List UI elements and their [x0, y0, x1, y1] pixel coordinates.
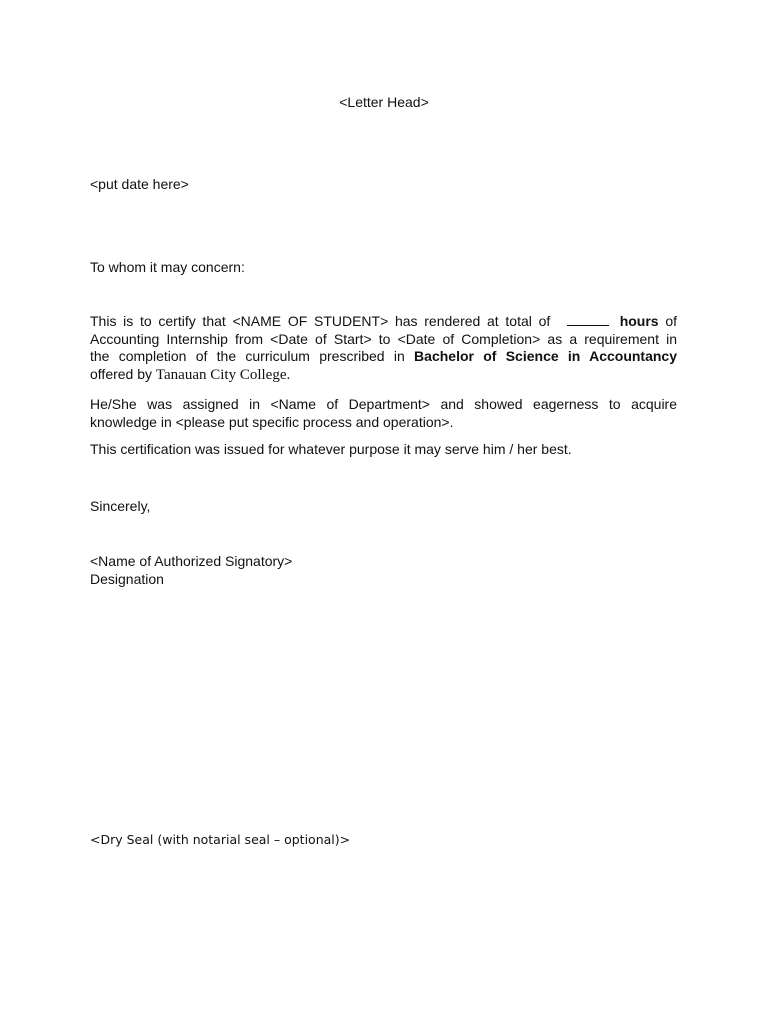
paragraph-line [90, 348, 677, 366]
purpose-paragraph [90, 441, 677, 459]
period: . [286, 366, 291, 383]
signatory-designation: Designation [90, 571, 164, 587]
paragraph-line: This certification was issued for whatever purpose it may serve him / her best. [90, 441, 572, 457]
paragraph-line: He/She was assigned in <Name of Department> and showed eagerness to acquire [90, 396, 677, 412]
assignment-paragraph [90, 396, 677, 431]
letter-head: <Letter Head> [339, 94, 429, 110]
hours-blank [567, 314, 609, 326]
closing: Sincerely, [90, 498, 151, 514]
hours-label: hours [619, 313, 659, 329]
paragraph-line [90, 366, 677, 384]
certification-paragraph [90, 313, 677, 383]
college-name: Tanauan City College [155, 366, 287, 383]
dry-seal-note: <Dry Seal (with notarial seal – optional)> [90, 832, 351, 847]
curriculum-text: the completion of the curriculum prescribed in [90, 348, 405, 364]
signatory-name: <Name of Authorized Signatory> [90, 553, 293, 569]
program-name: Bachelor of Science in Accountancy [414, 348, 678, 364]
paragraph-line: Accounting Internship from <Date of Start> to <Date of Completion> as a requirement in [90, 330, 677, 347]
line-end-text: of [665, 313, 677, 329]
date-placeholder: <put date here> [90, 176, 189, 192]
salutation: To whom it may concern: [90, 259, 245, 275]
paragraph-line [90, 313, 677, 331]
offered-by-text: offered by [90, 365, 153, 382]
paragraph-line: knowledge in <please put specific process and operation>. [90, 413, 454, 430]
certify-text: This is to certify that <NAME OF STUDENT> has rendered at total of [90, 313, 551, 329]
